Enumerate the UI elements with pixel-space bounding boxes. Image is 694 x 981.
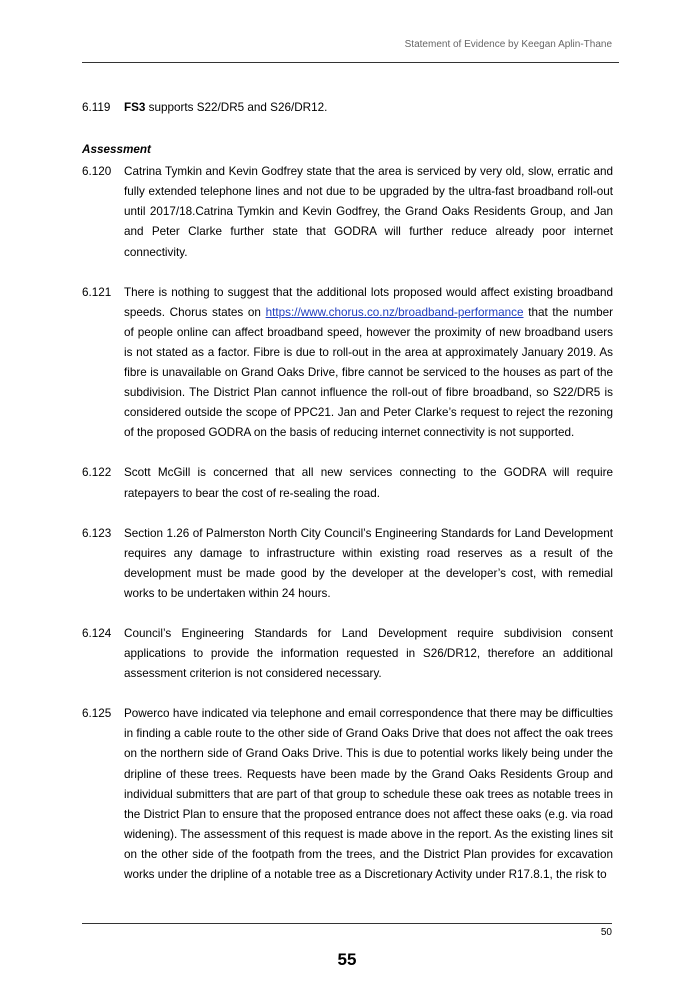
paragraph-6-119: [82, 98, 613, 118]
paragraph-text-before-link: There is nothing to suggest that the additional lots proposed would affect existing broadband speeds. Chorus states on: [124, 285, 613, 319]
paragraph-6-120: [82, 162, 613, 262]
paragraph-text: Scott McGill is concerned that all new services connecting to the GODRA will require ratepayers to bear the cost of re-sealing the road.: [124, 466, 613, 500]
paragraph-number: 6.120: [82, 165, 112, 179]
paragraph-text: Catrina Tymkin and Kevin Godfrey state that the area is serviced by very old, slow, erratic and fully extended telephone lines and not due to be upgraded by the ultra-fast broadband roll-out until 2017/18.Catrina Tymkin and Kevin Godfrey, the Grand Oaks Residents Group, and Jan and Peter Clarke further state that GODRA will further reduce already poor internet connectivity.: [124, 165, 613, 259]
paragraph-text-body: supports S22/DR5 and S26/DR12.: [145, 101, 328, 114]
footer-divider: [82, 923, 612, 924]
paragraph-number: 6.121: [82, 285, 112, 299]
paragraph-6-124: [82, 624, 613, 684]
paragraph-number: 6.122: [82, 466, 112, 480]
document-page-number: 55: [337, 950, 357, 969]
paragraph-number: 6.119: [82, 101, 111, 114]
paragraph-text-after-link: that the number of people online can affect broadband speed, however the proximity of new broadband users is not stated as a factor. Fibre is due to roll-out in the area at approximately January 2019. As fibre is unavailable on Grand Oaks Drive, fibre cannot be serviced to the houses as part of the subdivision. The District Plan cannot influence the roll-out of fibre broadband, so S22/DR5 is considered outside the scope of PPC21. Jan and Peter Clarke’s request to reject the rezoning of the proposed GODRA on the basis of reducing internet connectivity is not supported.: [124, 305, 613, 440]
paragraph-text: [124, 283, 613, 444]
header-divider: [82, 62, 619, 63]
paragraph-number: 6.123: [82, 526, 112, 540]
paragraph-number: 6.125: [82, 707, 112, 721]
document-body: [82, 98, 613, 905]
paragraph-text: [124, 98, 613, 118]
paragraph-text: Powerco have indicated via telephone and email correspondence that there may be difficulties in finding a cable route to the other side of Grand Oaks Drive that does not affect the oak trees on the northern side of Grand Oaks Drive. This is due to potential works likely being under the dripline of these trees. Requests have been made by the Grand Oaks Residents Group and individual submitters that are part of that group to schedule these oak trees as notable trees in the District Plan to ensure that the proposed entrance does not affect these oaks (e.g. via road widening). The assessment of this request is made above in the report. As the existing lines sit on the other side of the footpath from the trees, and the District Plan provides for excavation works under the dripline of a notable tree as a Discretionary Activity under R17.8.1, the risk to: [124, 707, 613, 881]
footer-page-number: 50: [600, 927, 612, 938]
paragraph-text: Section 1.26 of Palmerston North City Council’s Engineering Standards for Land Development requires any damage to infrastructure within existing road reserves as a result of the development must be made good by the developer at the developer’s cost, with remedial works to be undertaken within 24 hours.: [124, 526, 613, 600]
paragraph-text: Council’s Engineering Standards for Land Development require subdivision consent applications to provide the information requested in S26/DR12, therefore an additional assessment criterion is not considered necessary.: [124, 626, 613, 681]
paragraph-number: 6.124: [82, 626, 112, 640]
paragraph-6-125: [82, 704, 613, 885]
section-heading-assessment: Assessment: [82, 143, 151, 157]
paragraph-6-122: [82, 463, 613, 503]
chorus-broadband-link[interactable]: https://www.chorus.co.nz/broadband-performance: [265, 305, 524, 319]
paragraph-6-123: [82, 524, 613, 604]
document-header-title: Statement of Evidence by Keegan Aplin-Thane: [404, 39, 612, 50]
fs3-label: FS3: [124, 101, 146, 114]
paragraph-6-121: [82, 283, 613, 444]
